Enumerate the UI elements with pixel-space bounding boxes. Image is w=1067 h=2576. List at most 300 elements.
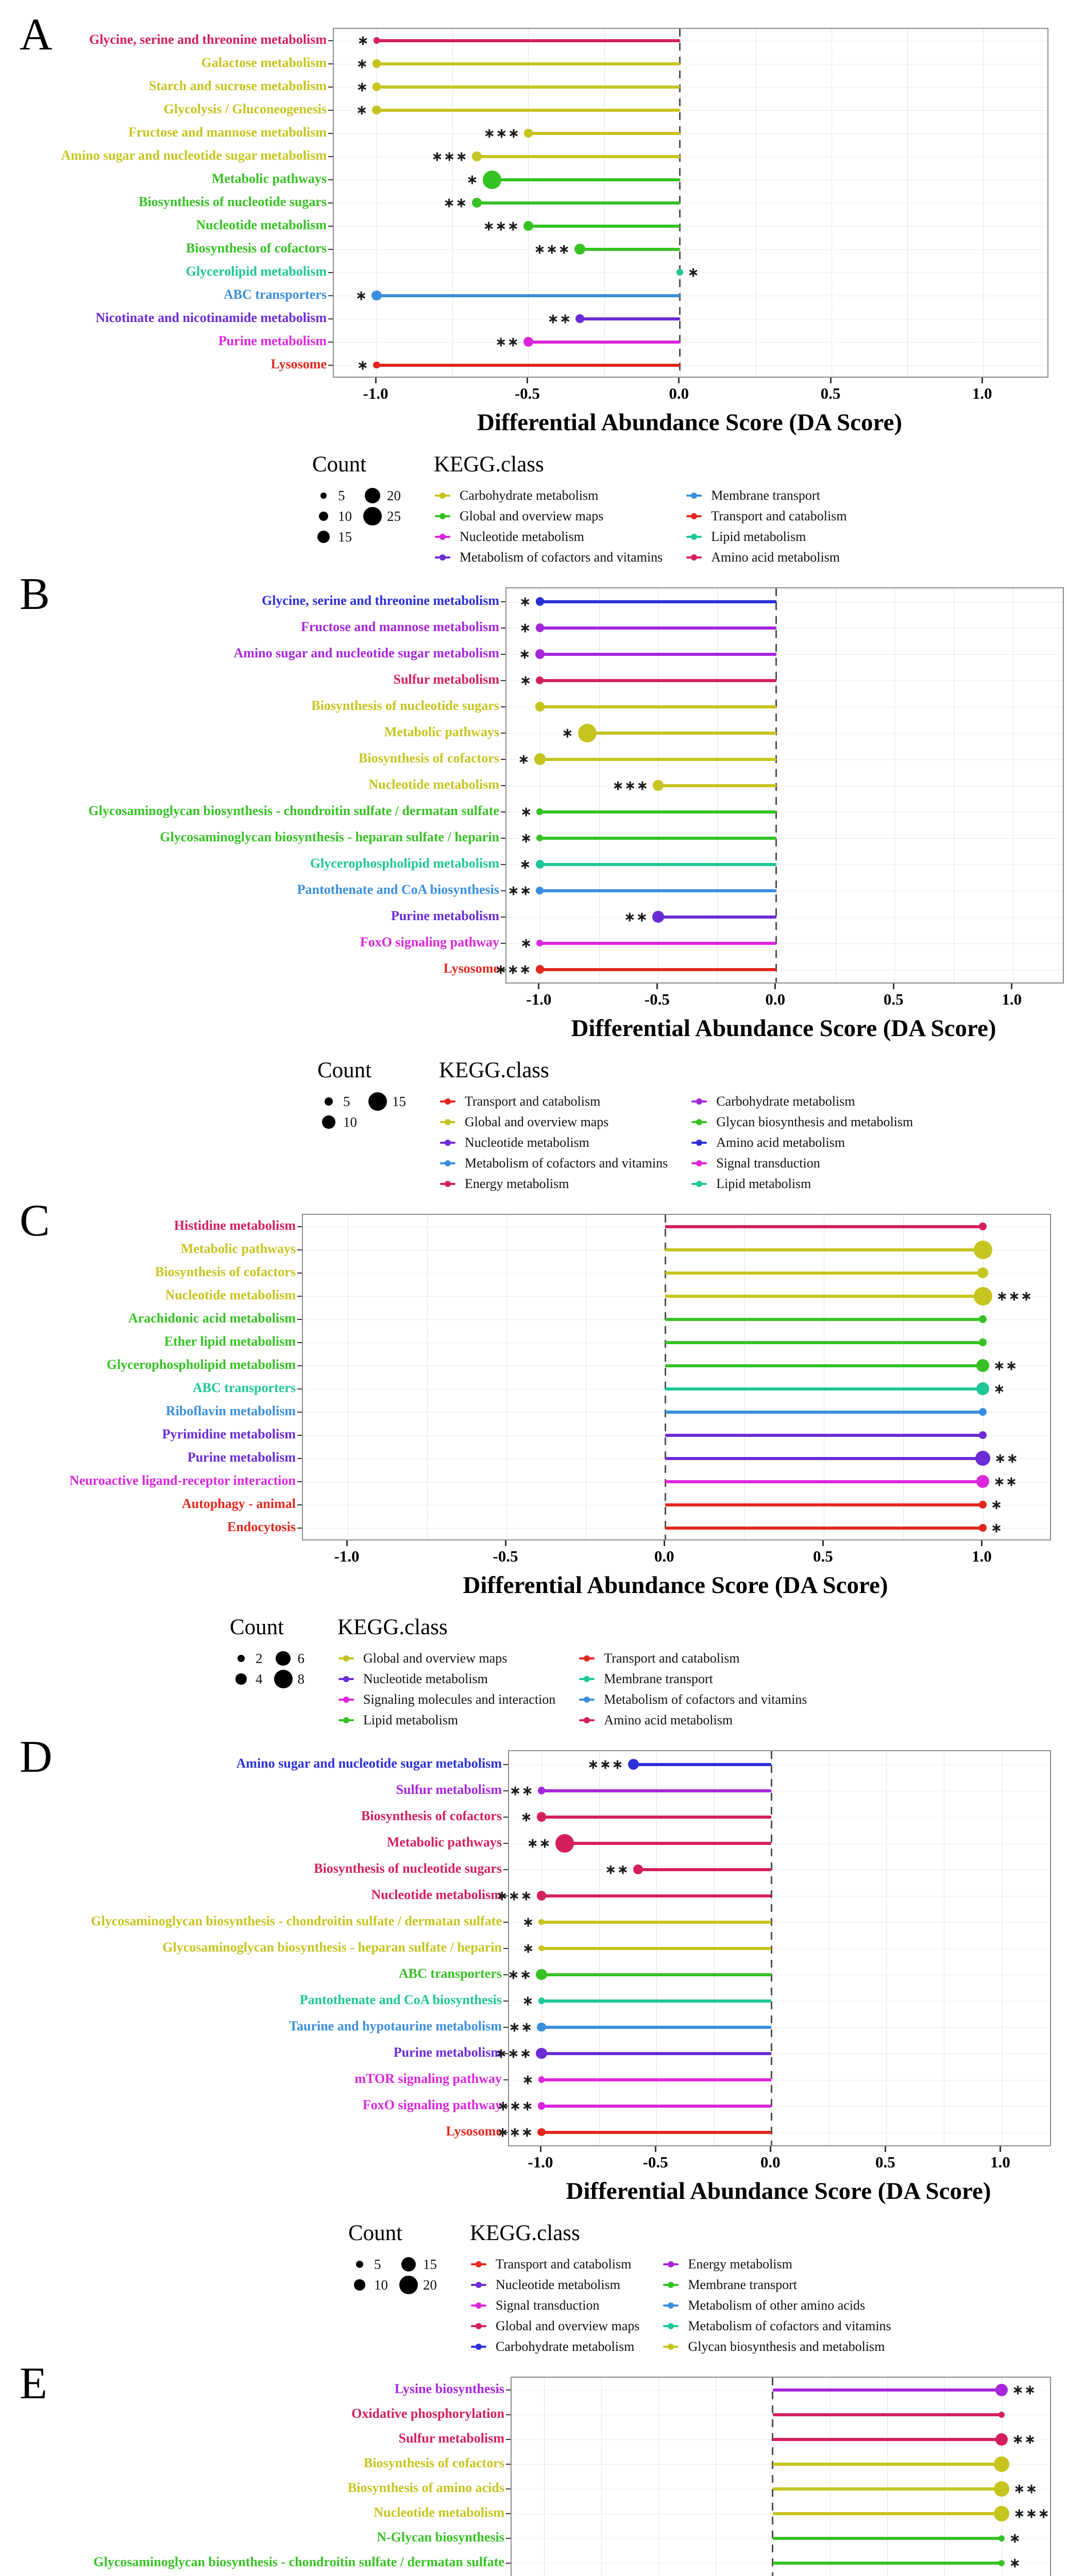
plot-column [511, 2377, 1051, 2576]
category-label: Pantothenate and CoA biosynthesis [299, 1992, 502, 2007]
lollipop-key-icon [662, 2320, 680, 2332]
y-tick-mark [503, 1922, 508, 1923]
category-label-row [24, 1353, 302, 1376]
data-point [628, 1759, 639, 1770]
legend-class-block [470, 2221, 891, 2357]
lollipop-key-dot [691, 493, 697, 499]
legend-class-label: Membrane transport [604, 1671, 713, 1686]
category-label-row [24, 2451, 511, 2476]
legend-class-item [578, 1648, 807, 1669]
legend-count-dot [356, 2261, 363, 2268]
y-tick-mark [501, 785, 505, 786]
lollipop-stem [540, 653, 776, 656]
lollipop-key-dot [439, 534, 446, 540]
lollipop-stem [540, 705, 776, 708]
category-label: Arachidonic acid metabolism [128, 1310, 296, 1326]
data-point [979, 1315, 986, 1323]
data-point [979, 1408, 986, 1415]
category-label-row [24, 798, 505, 824]
category-label: ABC transporters [192, 1380, 296, 1395]
y-tick-mark [328, 318, 333, 319]
x-tick-mark [885, 2146, 886, 2152]
data-point [676, 269, 683, 276]
lollipop-stem [541, 1947, 771, 1950]
legend-count-dot-box [312, 531, 335, 543]
legend-count-dot-box [317, 1097, 340, 1106]
significance-stars: ∗ [561, 725, 574, 741]
legend-class-item [662, 2275, 891, 2295]
legend-class-column [685, 485, 846, 568]
legend-class-block [434, 452, 847, 568]
lollipop-stem [541, 1921, 771, 1924]
x-axis [302, 1540, 1049, 1569]
significance-stars: ∗ [993, 1381, 1006, 1397]
significance-stars: ∗∗ [443, 195, 468, 211]
category-label-row [24, 1260, 302, 1283]
legend-count-item [397, 2254, 437, 2275]
category-label-row [24, 283, 333, 306]
panel-letter-D: D [20, 1732, 53, 1782]
category-label: Ether lipid metabolism [164, 1333, 296, 1349]
significance-stars: ∗∗ [527, 1835, 551, 1851]
lollipop-stem [665, 1457, 983, 1460]
legend-count-block [230, 1615, 304, 1689]
category-label: Pyrimidine metabolism [162, 1426, 296, 1442]
legend-count-block [348, 2221, 437, 2295]
y-tick-mark [297, 1528, 302, 1529]
lollipop-key-icon [685, 511, 703, 522]
category-label-row [24, 213, 333, 236]
legend-class-label: Global and overview maps [496, 2318, 640, 2333]
lollipop-stem [658, 784, 776, 787]
y-tick-mark [297, 1504, 302, 1505]
x-tick-label: 0.0 [760, 2153, 781, 2171]
lollipop-stem [540, 863, 776, 866]
significance-stars: ∗∗∗ [483, 125, 520, 141]
data-point [538, 1945, 544, 1951]
significance-stars: ∗ [519, 620, 532, 636]
legend-count-dot-box [366, 1092, 389, 1111]
category-label-row [24, 1376, 302, 1399]
legend-count-dot-box [230, 1673, 252, 1685]
data-point [371, 291, 382, 301]
legend-class-columns [337, 1648, 807, 1731]
data-point [979, 1223, 986, 1230]
lollipop-key-dot [445, 1119, 451, 1125]
legend-class-column [434, 485, 663, 568]
legend-class-label: Transport and catabolism [604, 1651, 740, 1666]
category-label-row [24, 1882, 508, 1908]
category-label: Nucleotide metabolism [165, 1287, 296, 1302]
legend-count-dot [399, 2276, 418, 2294]
gridline-horizontal [334, 203, 1047, 204]
lollipop-stem [541, 1789, 771, 1792]
legend-count-column [317, 1091, 357, 1132]
category-label: Nucleotide metabolism [196, 217, 327, 232]
lollipop-stem [377, 39, 680, 42]
category-label: Metabolic pathways [180, 1241, 296, 1256]
x-tick-label: 0.0 [669, 384, 689, 402]
lollipop-stem [541, 2052, 771, 2055]
y-tick-mark [501, 654, 505, 655]
lollipop-key-icon [662, 2300, 680, 2311]
lollipop-key-icon [470, 2300, 487, 2311]
y-tick-mark [297, 1412, 302, 1413]
legend-class-label: Carbohydrate metabolism [460, 488, 599, 503]
legend-count-dot [322, 1115, 335, 1129]
legend-count-block [312, 452, 401, 547]
significance-stars: ∗ [522, 1940, 535, 1956]
lollipop-stem [541, 2131, 771, 2134]
lollipop-stem [580, 248, 680, 251]
legend-class-label: Metabolism of cofactors and vitamins [604, 1692, 807, 1707]
lollipop-stem [665, 1295, 983, 1298]
lollipop-key-icon [578, 1694, 596, 1705]
category-label-row [24, 1855, 508, 1882]
y-tick-mark [297, 1365, 302, 1366]
data-point [578, 724, 597, 742]
lollipop-stem [477, 155, 680, 158]
data-point [536, 808, 543, 815]
category-label: Lysine biosynthesis [394, 2381, 504, 2396]
data-point [538, 2102, 545, 2109]
category-label-row [24, 587, 505, 614]
category-label-row [24, 2377, 511, 2401]
legend-class-label: Lipid metabolism [716, 1176, 811, 1191]
category-label: Riboflavin metabolism [165, 1403, 296, 1418]
lollipop-stem [634, 1763, 772, 1766]
panel-body-E [24, 2377, 1067, 2576]
legend-count-dot [354, 2279, 365, 2291]
category-label-row [24, 640, 505, 666]
lollipop-stem [587, 732, 776, 735]
gridline-vertical [506, 1215, 507, 1539]
y-tick-mark [506, 2513, 511, 2514]
legend-count-value: 8 [297, 1671, 304, 1687]
category-label-row [24, 1307, 302, 1330]
significance-stars: ∗ [522, 1914, 535, 1930]
category-label: Galactose metabolism [201, 55, 327, 70]
significance-stars: ∗ [521, 1993, 534, 2009]
lollipop-stem [541, 1973, 771, 1976]
category-label: ABC transporters [223, 286, 327, 302]
data-point [538, 1787, 545, 1794]
data-point [373, 362, 380, 369]
zero-dashed-line [665, 1215, 666, 1539]
legend-class-label: Global and overview maps [465, 1114, 609, 1129]
significance-stars: ∗ [355, 102, 368, 118]
legend-class-label: Transport and catabolism [711, 509, 847, 523]
legend-count-dot-box [348, 2261, 371, 2268]
y-tick-mark [328, 226, 333, 227]
legend-count-value: 10 [343, 1114, 357, 1130]
category-label-row [24, 850, 505, 876]
legend-class-item [470, 2295, 639, 2316]
data-point [536, 860, 545, 869]
panel-body-B [24, 587, 1067, 1042]
data-point [994, 2481, 1009, 2497]
category-label: Glycosaminoglycan biosynthesis - heparan sulfate / heparin [160, 829, 499, 844]
data-point [523, 337, 533, 347]
y-tick-mark [501, 917, 505, 918]
x-tick-mark [540, 2146, 541, 2152]
significance-stars: ∗∗ [547, 311, 572, 327]
category-label: Biosynthesis of nucleotide sugars [314, 1860, 502, 1876]
legend-count-value: 2 [256, 1650, 263, 1666]
significance-stars: ∗∗ [509, 2019, 533, 2035]
legend-class-label: Global and overview maps [460, 509, 604, 523]
significance-stars: ∗∗ [507, 1967, 532, 1982]
legend-class-column [439, 1091, 668, 1194]
data-point [472, 198, 482, 208]
category-label-row [24, 1987, 508, 2013]
legend-count-value: 20 [387, 487, 401, 503]
legend-class-item [470, 2275, 639, 2295]
legend [230, 1615, 1067, 1731]
legend-class-item [470, 2336, 639, 2357]
lollipop-key-dot [696, 1160, 702, 1166]
lollipop-stem [773, 2562, 1002, 2565]
legend-count-title: Count [317, 1058, 372, 1082]
category-label-row [24, 2118, 508, 2144]
category-label-row [24, 745, 505, 771]
lollipop-key-dot [445, 1140, 451, 1146]
legend-class-label: Metabolism of other amino acids [688, 2298, 866, 2313]
category-label-row [24, 2500, 511, 2525]
data-point [979, 1524, 986, 1531]
lollipop-key-icon [685, 552, 703, 563]
legend-class-label: Nucleotide metabolism [363, 1671, 488, 1686]
lollipop-stem [665, 1364, 983, 1367]
gridline-vertical [903, 1215, 904, 1539]
legend-class-item [662, 2254, 891, 2275]
lollipop-key-dot [476, 2344, 482, 2350]
lollipop-key-icon [685, 490, 703, 501]
legend-class-item [470, 2254, 639, 2275]
category-label-row [24, 28, 333, 51]
y-tick-mark [297, 1296, 302, 1297]
legend-count-dot [401, 2257, 416, 2272]
significance-stars: ∗∗∗ [1013, 2505, 1050, 2522]
lollipop-stem [377, 109, 680, 112]
data-point [998, 2535, 1005, 2542]
y-tick-mark [328, 342, 333, 343]
data-point [537, 2128, 546, 2137]
significance-stars: ∗∗∗ [431, 148, 468, 164]
x-axis-title: Differential Abundance Score (DA Score) [566, 2178, 991, 2205]
legend-class-title: KEGG.class [439, 1058, 549, 1082]
significance-stars: ∗∗ [495, 334, 520, 350]
category-label-row [24, 2426, 511, 2451]
gridline-horizontal [334, 226, 1047, 227]
category-label-row [24, 2013, 508, 2039]
panel-letter-E: E [20, 2359, 47, 2409]
significance-stars: ∗ [356, 56, 368, 72]
y-tick-mark [503, 2001, 508, 2002]
legend-count-item [366, 1091, 406, 1112]
significance-stars: ∗∗∗ [495, 2045, 532, 2061]
legend-count-title: Count [348, 2221, 403, 2245]
category-label-row [24, 167, 333, 190]
legend-class-label: Glycan biosynthesis and metabolism [716, 1114, 913, 1129]
legend-class-title: KEGG.class [470, 2221, 580, 2245]
legend-count-value: 15 [392, 1093, 406, 1109]
category-label: Neuroactive ligand-receptor interaction [69, 1472, 296, 1488]
lollipop-key-icon [662, 2341, 680, 2352]
legend [348, 2221, 1067, 2357]
category-label: Amino sugar and nucleotide sugar metabolism [233, 645, 499, 660]
lollipop-key-icon [439, 1178, 456, 1190]
category-label-row [24, 2092, 508, 2118]
legend-class-item [662, 2316, 891, 2336]
data-point [555, 1834, 574, 1853]
lollipop-key-icon [337, 1715, 355, 1726]
legend-class-label: Lipid metabolism [363, 1713, 459, 1727]
category-label: Metabolic pathways [386, 1834, 502, 1850]
legend-count-value: 4 [256, 1671, 263, 1687]
legend-class-item [439, 1132, 668, 1153]
y-tick-mark [501, 601, 505, 602]
lollipop-stem [528, 225, 680, 228]
lollipop-stem [565, 1842, 772, 1845]
lollipop-key-icon [690, 1158, 708, 1169]
category-label-row [24, 144, 333, 167]
lollipop-key-icon [578, 1653, 596, 1664]
significance-stars: ∗ [517, 751, 530, 767]
lollipop-stem [377, 62, 680, 65]
legend-count-dot [238, 1655, 245, 1662]
category-label: Glycosaminoglycan biosynthesis - chondroitin sulfate / dermatan sulfate [88, 803, 499, 818]
y-tick-mark [328, 202, 333, 204]
plot-area [495, 1750, 1051, 2146]
x-axis [508, 2146, 1049, 2175]
category-label: Sulfur metabolism [398, 2431, 504, 2446]
x-tick-mark [981, 1540, 983, 1546]
legend-class-item [662, 2336, 891, 2357]
legend-class-item [434, 547, 663, 568]
category-labels [24, 2377, 511, 2576]
plot-area [302, 1214, 1051, 1540]
lollipop-key-dot [439, 513, 446, 519]
lollipop-key-dot [696, 1181, 702, 1187]
significance-stars: ∗ [519, 672, 532, 688]
y-tick-mark [328, 87, 333, 88]
lollipop-key-icon [470, 2341, 487, 2352]
category-label-row [24, 614, 505, 640]
legend-count-item [361, 506, 401, 527]
legend-class-item [434, 485, 663, 506]
category-label: Starch and sucrose metabolism [149, 78, 327, 93]
legend-class-label: Transport and catabolism [496, 2257, 632, 2272]
category-label-row [24, 1803, 508, 1829]
lollipop-key-icon [434, 552, 451, 563]
data-point [483, 171, 501, 189]
legend-count-value: 20 [423, 2277, 437, 2293]
legend-count-value: 5 [343, 1093, 350, 1109]
significance-stars: ∗ [521, 2072, 534, 2088]
y-tick-mark [501, 680, 505, 681]
category-label: Fructose and mannose metabolism [128, 124, 327, 140]
category-label-row [24, 876, 505, 903]
x-tick-mark [1000, 2146, 1001, 2152]
legend-count-item [348, 2254, 388, 2275]
category-label-row [24, 1750, 508, 1776]
y-tick-mark [501, 890, 505, 891]
gridline-vertical [658, 2378, 659, 2576]
x-tick-mark [830, 378, 832, 383]
data-point [523, 221, 533, 231]
gridline-vertical [427, 1215, 428, 1539]
y-tick-mark [501, 838, 505, 839]
lollipop-key-icon [470, 2279, 487, 2291]
category-label-row [24, 1214, 302, 1237]
significance-stars: ∗∗∗ [483, 218, 520, 234]
legend-class-label: Amino acid metabolism [711, 550, 840, 565]
category-label: Purine metabolism [391, 908, 499, 923]
significance-stars: ∗∗∗ [497, 2098, 534, 2114]
data-point [534, 753, 546, 765]
x-tick-mark [822, 1540, 824, 1546]
legend-count-column [366, 1091, 406, 1132]
panel-B [0, 569, 1067, 1200]
category-label: Glycosaminoglycan biosynthesis - heparan sulfate / heparin [162, 1939, 502, 1955]
legend-class-label: Membrane transport [711, 488, 820, 503]
y-tick-mark [506, 2563, 511, 2564]
legend-count-value: 25 [387, 508, 401, 524]
panel-body-D [24, 1750, 1067, 2205]
significance-stars: ∗∗∗ [996, 1288, 1033, 1304]
category-label: Purine metabolism [187, 1449, 296, 1465]
legend-class-item [578, 1710, 807, 1731]
category-label-row [24, 97, 333, 121]
lollipop-stem [541, 2026, 771, 2029]
lollipop-key-dot [343, 1717, 349, 1723]
lollipop-key-icon [434, 490, 451, 501]
panel-body-C [24, 1214, 1067, 1599]
lollipop-key-dot [691, 534, 697, 540]
significance-stars: ∗∗ [993, 1358, 1018, 1374]
significance-stars: ∗ [518, 646, 531, 662]
category-label: Amino sugar and nucleotide sugar metabolism [61, 147, 327, 163]
panel-letter-B: B [20, 569, 50, 619]
data-point [575, 314, 584, 323]
lollipop-key-icon [439, 1116, 456, 1128]
legend-class-title: KEGG.class [434, 452, 544, 477]
legend-class-label: Global and overview maps [363, 1651, 507, 1666]
x-tick-label: 0.0 [765, 990, 786, 1008]
lollipop-key-dot [668, 2344, 674, 2350]
legend-count-dot [320, 493, 327, 499]
data-point [535, 649, 545, 659]
lollipop-key-dot [668, 2261, 674, 2267]
category-label: Glycosaminoglycan biosynthesis - chondroitin sulfate / dermatan sulfate [91, 1913, 502, 1928]
lollipop-key-dot [584, 1655, 590, 1662]
category-label-row [24, 51, 333, 74]
lollipop-stem [492, 178, 680, 181]
gridline-vertical [544, 2378, 545, 2576]
lollipop-key-dot [445, 1098, 451, 1105]
lollipop-key-dot [343, 1697, 349, 1703]
data-point [538, 1997, 545, 2004]
category-label: ABC transporters [398, 1965, 502, 1981]
panel-D [0, 1732, 1067, 2363]
x-tick-label: 1.0 [1002, 990, 1022, 1008]
legend-class-item [685, 485, 846, 506]
category-labels [24, 1750, 508, 2144]
category-label-row [24, 352, 333, 376]
y-tick-mark [503, 1764, 508, 1765]
y-tick-mark [297, 1435, 302, 1436]
